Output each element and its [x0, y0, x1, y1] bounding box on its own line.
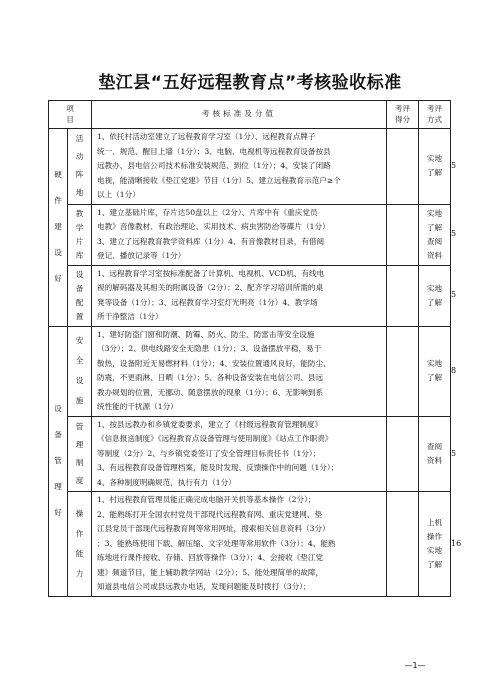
criteria-line: 防震，不更雨淋、日晒（1分）；5、各种设备安装在电信公司、县远	[97, 373, 324, 382]
method-line: 资料	[426, 455, 443, 465]
sub-item-char: 度	[75, 475, 84, 485]
sub-item-char: 力	[75, 568, 84, 578]
section-name-char: 建	[54, 222, 62, 232]
section-name-char: 件	[54, 196, 62, 206]
page-title: 垫江县“五好远程教育点”考核验收标准	[98, 73, 402, 93]
sub-item-name	[68, 416, 92, 492]
criteria-line: 登记、播放记录等（1分）	[97, 251, 186, 260]
page-number: —1—	[404, 661, 426, 670]
sub-item-char: 制	[75, 457, 84, 467]
sub-item-char: 教	[75, 208, 84, 218]
criteria-line: 统一、规范、醒目上墙（1分）；3、电脑、电视机等远程教育设备按县	[97, 146, 331, 156]
method-line: 上机	[426, 517, 443, 527]
criteria-line: 知道县电信公司或县远教办电话，发现问题能及时拨打（3分）；	[97, 582, 311, 591]
criteria-row: 操 作 能 力 1、村远程教育管理员能正确完成电脑开关机等基本操作（2分）； 2、能熟练打开全国农村党员干部现代远程教育网、重庆党建网、垫 江县党员干部现代远程教育网等常用网址，搜索相关信息资料（3分） ；3、能熟练使用下载、解压缩、文字处理等常用软件（3分）；4、能熟 练地进行课件接收、存储、回放等操作（3分）；4、会接收《垫江党 建》频道节目，能上辅助教学网站（2分）；5、能处理简单的故障， 知道县电信公司或县远教办电话，发现问题能及时拨打（3分）； 上机 操作 实地 了解 16	[49, 492, 451, 597]
criteria-text	[92, 416, 387, 492]
sub-item-char: 动	[75, 152, 84, 162]
criteria-line: 1、按县远教办和乡镇党委要求，建立了《村级远程教育管理制度》	[97, 419, 323, 429]
method-line: 查阅	[426, 441, 443, 451]
method-line: 查阅	[426, 236, 443, 246]
method-line: 实地	[426, 154, 443, 164]
criteria-row: 设 备 管 理 好 安 全 设 施 1、建好防盗门窗和防潮、防霉、防火、防尘、防雷击等安全设施 （3分）；2、供电线路安全无隐患（1分）；3、设备摆放平稳，易于 散热，设备附近无易燃材料（1分）；4、安装位置通风良好，能防尘、 防震，不更雨淋、日晒（1分）；5、各种设备安装在电信公司、县远 教办规划的位置，无挪动、随意摆放的现象（1分）；6、无影响到系 统性能的干扰源（1分） 实地 了解 8	[49, 326, 451, 416]
criteria-text	[92, 265, 387, 326]
method-line: 了解	[426, 297, 443, 307]
criteria-text	[92, 129, 387, 205]
sub-item-char: 施	[75, 396, 84, 405]
section-name-char: 好	[54, 508, 62, 517]
score-cell	[387, 204, 419, 265]
criteria-text	[92, 492, 387, 597]
criteria-line: 3、有远程教育设备管理档案，能及时发现、反馈操作中的问题（1分）；	[97, 463, 339, 472]
method-line: 了解	[426, 373, 443, 382]
section-name-char: 设	[54, 248, 62, 258]
criteria-line: 1、远程教育学习室按标准配备了计算机、电视机、VCD机、有线电	[97, 268, 325, 278]
header-method	[419, 101, 451, 129]
method-cell	[419, 129, 451, 205]
method-line: 操作	[426, 531, 443, 541]
criteria-line: 4、各种制度明确规范，执行有力（1分）	[97, 477, 236, 487]
method-line: 了解	[426, 559, 443, 569]
method-line: 实地	[426, 283, 443, 293]
section-name-char: 好	[54, 274, 62, 284]
criteria-line: 教办规划的位置，无挪动、随意摆放的现象（1分）；6、无影响到系	[97, 387, 324, 397]
sub-item-char: 阵	[75, 170, 84, 180]
sub-item-char: 理	[75, 439, 84, 449]
sub-item-char: 配	[75, 297, 84, 307]
section-name	[49, 326, 68, 596]
header-project-label: 项目	[66, 104, 74, 124]
method-cell	[419, 204, 451, 265]
section-name-char: 理	[54, 482, 62, 491]
sub-item-char: 备	[75, 283, 84, 293]
sub-item-char: 学	[75, 222, 84, 232]
sub-item-char: 活	[75, 134, 84, 144]
method-line: 实地	[426, 545, 443, 555]
sub-item-char: 置	[75, 311, 84, 321]
score-cell	[387, 326, 419, 416]
method-cell	[419, 416, 451, 492]
section-name-char: 备	[54, 430, 62, 439]
criteria-line: 练地进行课件接收、存储、回放等操作（3分）；4、会接收《垫江党	[97, 553, 324, 562]
sub-item-name	[68, 492, 92, 597]
header-standard: 考核标准及分值	[92, 101, 387, 129]
sub-item-char: 安	[75, 336, 84, 345]
sub-item-char: 能	[75, 548, 84, 558]
sub-item-char: 全	[75, 356, 84, 365]
sub-item-name	[68, 204, 92, 265]
score-cell	[387, 492, 419, 597]
criteria-line: 远教办、县电信公司技术标准安装规范、到位（1分）；4、安装了闭路	[97, 161, 331, 170]
sub-item-name	[68, 326, 92, 416]
criteria-row: 教 学 片 库 1、建立基础片库，存片达50盘以上（2分）、片库中有《重庆党员 电教》音像教材、有政治理论、实用技术、病虫害防治等碟片（1分） 3、建立了远程教育教学资料库（1分）4、有音像教材目录，有借阅 登记、播放记录等（1分） 实地 了解 查阅 资料 5	[49, 204, 451, 265]
criteria-line: 所干净整洁（1分）	[97, 312, 163, 321]
criteria-line: 电视，能清晰接收《垫江党建》节目（1分）5、建立远程教育示范户≥个	[97, 175, 341, 185]
method-cell	[419, 265, 451, 326]
method-cell	[419, 492, 451, 597]
sub-item-char: 片	[75, 236, 84, 246]
method-line: 了解	[426, 168, 443, 178]
criteria-row: 硬 件 建 设 好 活 动 阵 地 1、依托村活动室建立了远程教育学习室（1分）、远程教育点牌子 统一、规范、醒目上墙（1分）；3、电脑、电视机等远程教育设备按县 远教办、县电信公司技术标准安装规范、到位（1分）；4、安装了闭路 电视，能清晰接收《垫江党建》节目（1分）5、建立远程教育示范户≥个 以上（1分） 实地 了解 5	[49, 129, 451, 205]
criteria-line: 1、依托村活动室建立了远程教育学习室（1分）、远程教育点牌子	[97, 132, 316, 141]
method-line: 了解	[426, 222, 443, 232]
criteria-line: 《信息报送制度》《远程教育点设备管理与使用制度》《站点工作职责》	[97, 434, 333, 443]
sub-item-char: 设	[75, 376, 84, 385]
sub-item-char: 设	[75, 269, 84, 279]
sub-item-char: 作	[75, 528, 84, 538]
sub-item-char: 库	[75, 250, 84, 260]
criteria-line: 统性能的干扰源（1分）	[97, 402, 178, 411]
header-score-label: 考评得分	[394, 104, 411, 124]
criteria-row: 设 备 配 置 1、远程教育学习室按标准配备了计算机、电视机、VCD机、有线电 视的解码器及其相关的附属设备（2分）；2、配齐学习培训所需的桌 凳等设备（1分）；3、远程教育学习室灯光明亮（1分）4、教学场 所干净整洁（1分） 实地 了解 5	[49, 265, 451, 326]
score-cell	[387, 265, 419, 326]
criteria-line: 建》频道节目，能上辅助教学网站（2分）；5、能处理简单的故障，	[97, 567, 324, 577]
criteria-line: 2、能熟练打开全国农村党员干部现代远程教育网、重庆党建网、垫	[97, 509, 323, 519]
header-method-label: 考评方式	[426, 104, 443, 124]
evaluation-table	[48, 100, 462, 597]
criteria-line: 江县党员干部现代远程教育网等常用网址，搜索相关信息资料（3分）	[97, 524, 330, 533]
criteria-row: 管 理 制 度 1、按县远教办和乡镇党委要求，建立了《村级远程教育管理制度》 《信息报送制度》《远程教育点设备管理与使用制度》《站点工作职责》 等制度（2分）2、与乡镇党委签订了安全管理目标责任书（1分）； 3、有远程教育设备管理档案，能及时发现、反馈操作中的问题（1分）； 4、各种制度明确规范，执行有力（1分） 查阅 资料 5	[49, 416, 451, 492]
section-name-char: 设	[54, 404, 62, 413]
criteria-line: 1、建好防盗门窗和防潮、防霉、防火、防尘、防雷击等安全设施	[97, 329, 315, 339]
criteria-line: （3分）；2、供电线路安全无隐患（1分）；3、设备摆放平稳，易于	[97, 344, 322, 353]
header-project	[49, 101, 92, 129]
criteria-line: 3、建立了远程教育教学资料库（1分）4、有音像教材目录，有借阅	[97, 236, 325, 246]
criteria-line: 以上（1分）	[97, 190, 140, 199]
score-cell	[387, 416, 419, 492]
method-line: 实地	[426, 208, 443, 218]
method-line: 资料	[426, 250, 443, 260]
criteria-line: 散热，设备附近无易燃材料（1分）；4、安装位置通风良好，能防尘、	[97, 358, 331, 368]
sub-item-name	[68, 129, 92, 205]
sub-item-char: 操	[75, 508, 84, 518]
criteria-line: ；3、能熟练使用下载、解压缩、文字处理等常用软件（3分）；4、能熟	[97, 538, 336, 548]
score-cell	[387, 129, 419, 205]
header-row	[49, 101, 451, 129]
criteria-text	[92, 204, 387, 265]
method-cell	[419, 326, 451, 416]
sub-item-char: 管	[75, 421, 84, 431]
criteria-line: 1、村远程教育管理员能正确完成电脑开关机等基本操作（2分）；	[97, 495, 316, 504]
sub-item-name	[68, 265, 92, 326]
method-line: 实地	[426, 359, 443, 368]
criteria-text	[92, 326, 387, 416]
criteria-line: 凳等设备（1分）；3、远程教育学习室灯光明亮（1分）4、教学场	[97, 297, 318, 307]
section-name-char: 硬	[54, 170, 62, 180]
criteria-line: 1、建立基础片库，存片达50盘以上（2分）、片库中有《重庆党员	[97, 207, 318, 217]
criteria-line: 视的解码器及其相关的附属设备（2分）；2、配齐学习培训所需的桌	[97, 283, 324, 292]
sub-item-char: 地	[75, 188, 84, 198]
section-name-char: 管	[54, 456, 62, 465]
header-score	[387, 101, 419, 129]
criteria-line: 电教》音像教材、有政治理论、实用技术、病虫害防治等碟片（1分）	[97, 222, 330, 231]
criteria-line: 等制度（2分）2、与乡镇党委签订了安全管理目标责任书（1分）；	[97, 448, 321, 458]
section-name	[49, 129, 68, 327]
